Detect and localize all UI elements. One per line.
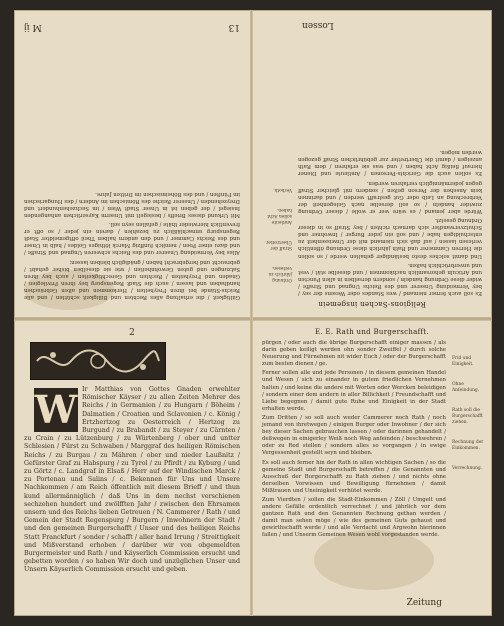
margin-note: Straff der Übertretter.	[265, 239, 292, 250]
paragraph: Alles bey Vermeidung Unserer und des Reichs schweren Ungnad und Straffe / und dazu einer Poen / nemlich funffzig Marck löthiges Goldes / halb in Unser und des Reichs Cammer / und den andern halben Theil offtgemeldter Stadt Regenspurg unnachläßlich zu bezahlen / darein ein jeder / so offt er freventlich hierwieder thäte / gefallen seyn soll.	[24, 221, 240, 256]
document-sheet	[14, 10, 492, 616]
vertical-fold	[250, 10, 253, 616]
page-top-left-text	[20, 190, 244, 300]
drop-cap: W	[34, 387, 78, 432]
paragraph: Zum Dritten / so soll auch weder Cammerer noch Rath / noch jemand von ihretwegen / einigen Burger oder Inwohner / der sich bey dieser Sachen gebrauchen lassen / oder darinnen gehandelt / deßwegen in einigerley Weiß noch Weg anfeinden / beschwehren / oder zu Red stellen / sondern alles so vorgangen / in ewige Vergessenheit gestellt seyn und bleiben.	[262, 414, 446, 457]
paragraph: Und damit solches desto beständiger gehalten werde / so sollen die Herren Cammerer und Rath jährlich diese Ordnung öffentlich verlesen lassen / auf daß sich niemand mit der Unwissenheit zu entschuldigen habe / und soll ein jeder Burger / Inwohner und Schutzverwandter sich darnach richten / bey Straff so in dieser Ordnung gesetzt.	[298, 217, 482, 259]
paragraph: Zum Vierdten / sollen die Stadt-Einkommen / Zöll / Umgelt und andere Gefälle ordentlich verrechnet / und jährlich vor dem gantzen Rath und den Genannten Rechnung gethan werden / damit man sehen möge / wie des gemeinen Guts gehaust und gewirthschafft werde / und alle Verdacht und Argwohn hierinnen fallen / und Unserm Gemeinen Wesen wohl vorgestanden werde.	[262, 496, 446, 539]
ornament-banner	[30, 342, 166, 380]
margin-notes	[452, 356, 486, 486]
margin-note: Amtleute sollen Acht haben.	[267, 207, 292, 224]
page-top-right	[258, 16, 486, 312]
section-heading: E. E. Rath und Burgerschafft.	[314, 328, 430, 336]
page-number: 2	[129, 328, 135, 338]
margin-note: Verboth.	[273, 187, 292, 192]
page-number: 13	[228, 22, 240, 32]
paragraph: Gültigkeit / die erhaltung alles Rechten und Billigkeit schütten / und alle Reichs-Stände bei ihren Freyheiten / Herkommen und alten Gebräuchen handhaben und lassen / auch die Stadt Regenspurg bey ihren Privilegien / Gnaden und Freyheiten / Rechten und Gerechtigkeiten / auch bey ihren Satzungen und guten Gewohnheiten / wie sie dieselben bisher gehabt / gebraucht und hergebracht haben / gnädiglich bleiben lassen;	[24, 258, 240, 300]
margin-note: Ohne Anfeindung.	[452, 382, 480, 393]
page-header	[20, 20, 244, 34]
paragraph: Ferner sollen alle und jede Personen / in diesem gemeinen Handel und Wesen / sich zu einander in gutem friedlichen Vernehmen halten / und keine die andere mit Worten oder Wercken beleidigen / sondern einer dem andern in aller Billichkeit / Freundschafft und Liebe begegnen / damit gute Ruhe und Einigkeit in der Stadt erhalten werde.	[262, 370, 446, 412]
page-top-right-text	[294, 148, 486, 296]
page-footer	[403, 596, 446, 610]
page-bottom-left-text	[20, 386, 244, 575]
page-bottom-left	[20, 326, 244, 612]
margin-notes	[258, 172, 292, 282]
page-footer	[298, 18, 338, 32]
paragraph: Würde aber jemand / es wäre wer er wolle / dieser Ordnung zuwider handeln / so soll derselbe nach Gelegenheit der Verbrechung an Leib oder Gut gestrafft werden / und darinnen kein Ansehen der Person gelten / sondern mit gleicher Straff gegen jedermänniglich verfahren werden.	[298, 179, 482, 214]
section-heading: Religions-Sachen insgemein	[318, 300, 426, 308]
paragraph: Es sollen auch die Gerichts-Personen / Amtleute und Diener hierauf fleißig Acht haben / und was sie erfahren / dem Rath anzeigen / damit die Übertretter zur gebührlichen Straff gezogen werden mögen.	[298, 149, 482, 177]
paragraph: pürgen / oder auch die übrige Burgerschafft einiger massen / als darin geben keiligt werden ohn sonder Zweiffel / durch solche Neuerung und Fürnehmen nit wider Euch / oder der Burgerschafft zum besten dienen / ge.	[262, 340, 446, 368]
page-signature: M ij	[24, 22, 42, 32]
ornament-icon	[31, 343, 165, 379]
paragraph: Ir Matthias von Gottes Gnaden erwehlter Römischer Käyser / zu allen Zeiten Mehrer des Reichs / in Germanien / zu Hungarn / Böheim / Dalmatien / Croatien und Sclavonien / c. König / Ertzhertzog zu Oesterreich / Hertzog zu Burgund / zu Brabandt / zu Steyer / zu Cärnten / zu Crain / zu Lützenburg / zu Würtenberg / ober und untter Schlesien / Fürst zu Schwaben / Marggraf des heiligen Römischen Reichs / zu Burgau / zu Mähren / ober und nieder Laußnitz / Gefürster Graf zu Habspurg / zu Tyrol / zu Pfirdt / zu Kyburg / und zu Görtz / c. Landgraf in Elsaß / Herr auf der Windischen Marck / zu Portenau und Salins / c. Bekennen für Uns und Unsere Nachkommen / am Reich öffentlich mit diesem Brieff / und thun kund allermänniglich / daß Uns in dem nechst verschienen sechzehen hundert und zwölfften Jahr / zwischen den Ehrsamen unsern und des Reichs lieben Getreuen / N. Cammerer / Rath / und Gemein der Stadt Regenspurg / Burgern / Inwohnern der Stadt / und den gemeinen Burgerschafft / Unser und des heiligen Reichs Statt Franckfurt / sonder / schafft / aller hand Irrung / Streittigkeit und Mißverstand erhoben / darüber wir von obgemeldten Burgermeister und Rath / und Käyserlich Commission ersucht und gebetten worden / so haben Wir doch und unzüglichen Unser und Unsern Käyserlich Commission ersucht und geben.	[24, 386, 240, 574]
paragraph: Es soll auch ferner hin der Rath in allen wichtigen Sachen / so die gemeine Stadt und Burgerschafft betreffen / die Genannten und Ausschuß der Burgerschafft zu Rath ziehen / und nichts ohne derselben Vorwissen und Bewilligung fürnehmen / damit Mißtrauen und Uneinigkeit verhütet werde.	[262, 459, 446, 494]
margin-note: Frid und Einigkeit.	[452, 356, 474, 367]
page-signature: Lossen	[302, 20, 334, 30]
paragraph: Es soll auch ferner niemand / wes Standes oder Wesens der sey / bey Vermeidung Unserer und des Reichs Ungnad und Straffe / wider diese Ordnung handeln / sondern derselben in allen Puncten und Articuln gehorsamlich nachkommen / und dieselbe stät / vest und unverbrüchlich halten.	[298, 261, 482, 296]
paragraph: Mit Urkund dieses Brieffs / besiegelt mit Unserm Kayserlichen anhangenden Insiegel / der geben ist in Unser Stadt Wien / im Sechzehenhundert und Dreyzehenden / Unserer Reiche des Römischen im Andern / des Hungarischen im Fünften / und des Böheimischen im Dritten Jahre.	[24, 190, 240, 218]
catchword: Zeitung	[406, 598, 442, 608]
margin-note: Rath soll die Burgerschafft ziehen.	[452, 408, 483, 425]
margin-note: Verrechnung.	[452, 466, 483, 471]
margin-note: Ordnung jährlich zu verlesen.	[268, 265, 292, 282]
page-header	[20, 326, 244, 340]
page-top-left	[20, 16, 244, 312]
horizontal-fold	[14, 317, 492, 321]
margin-note: Rechnung der Einkommen.	[452, 440, 484, 451]
page-bottom-right-text	[258, 340, 450, 540]
page-bottom-right	[258, 326, 486, 612]
